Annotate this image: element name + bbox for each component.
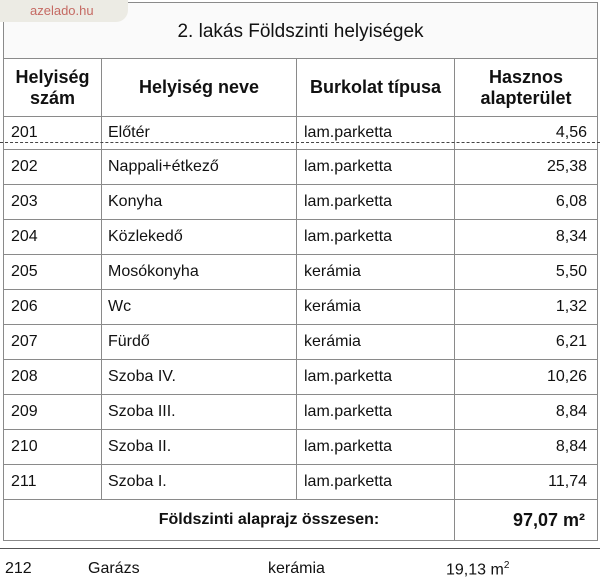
garage-area-value: 19,13 m <box>446 561 504 579</box>
table-row <box>4 360 598 395</box>
room-name-cell: Szoba IV. <box>102 360 297 395</box>
room-number-cell: 210 <box>4 430 102 465</box>
flooring-cell: lam.parketta <box>297 117 455 150</box>
table-row <box>4 290 598 325</box>
header-room-number-line1: Helyiség <box>15 66 90 87</box>
flooring-cell: lam.parketta <box>297 150 455 185</box>
header-usable-area-line2: alapterület <box>480 87 572 108</box>
area-cell: 5,50 <box>455 255 598 290</box>
area-cell: 25,38 <box>455 150 598 185</box>
area-cell: 8,34 <box>455 220 598 255</box>
flooring-cell: lam.parketta <box>297 185 455 220</box>
area-cell: 11,74 <box>455 465 598 500</box>
room-number-cell: 207 <box>4 325 102 360</box>
header-room-number <box>4 59 102 117</box>
room-name-cell: Előtér <box>102 117 297 150</box>
table-row <box>4 395 598 430</box>
area-cell: 4,56 <box>455 117 598 150</box>
table-row <box>4 465 598 500</box>
room-number-cell: 202 <box>4 150 102 185</box>
rooms-table-body <box>4 117 598 500</box>
flooring-cell: lam.parketta <box>297 465 455 500</box>
room-number-cell: 204 <box>4 220 102 255</box>
area-cell: 8,84 <box>455 395 598 430</box>
room-name-cell: Közlekedő <box>102 220 297 255</box>
room-number-cell: 203 <box>4 185 102 220</box>
room-name-cell: Mosókonyha <box>102 255 297 290</box>
table-row <box>4 220 598 255</box>
room-name-cell: Szoba II. <box>102 430 297 465</box>
garage-code: 212 <box>5 560 32 577</box>
room-name-cell: Szoba I. <box>102 465 297 500</box>
room-name-cell: Szoba III. <box>102 395 297 430</box>
room-number-cell: 206 <box>4 290 102 325</box>
rooms-table <box>3 2 598 541</box>
total-row <box>4 500 598 541</box>
flooring-cell: lam.parketta <box>297 360 455 395</box>
table-row <box>4 185 598 220</box>
room-number-cell: 208 <box>4 360 102 395</box>
flooring-cell: kerámia <box>297 255 455 290</box>
room-name-cell: Fürdő <box>102 325 297 360</box>
area-cell: 10,26 <box>455 360 598 395</box>
room-number-cell: 209 <box>4 395 102 430</box>
flooring-cell: kerámia <box>297 290 455 325</box>
watermark-logo: azelado.hu <box>0 0 128 22</box>
header-room-name: Helyiség neve <box>102 59 297 117</box>
room-number-cell: 211 <box>4 465 102 500</box>
table-row <box>4 430 598 465</box>
area-cell: 6,08 <box>455 185 598 220</box>
garage-name: Garázs <box>88 560 140 577</box>
header-room-number-line2: szám <box>29 87 76 108</box>
room-name-cell: Wc <box>102 290 297 325</box>
table-row <box>4 325 598 360</box>
room-name-cell: Konyha <box>102 185 297 220</box>
area-cell: 1,32 <box>455 290 598 325</box>
flooring-cell: lam.parketta <box>297 430 455 465</box>
room-name-cell: Nappali+étkező <box>102 150 297 185</box>
garage-area <box>446 560 509 579</box>
garage-row <box>0 548 600 582</box>
flooring-cell: lam.parketta <box>297 220 455 255</box>
total-value: 97,07 m² <box>455 500 598 541</box>
header-flooring-type: Burkolat típusa <box>297 59 455 117</box>
dashed-divider <box>0 142 600 143</box>
total-label: Földszinti alaprajz összesen: <box>4 500 455 541</box>
area-cell: 6,21 <box>455 325 598 360</box>
table-row <box>4 255 598 290</box>
area-cell: 8,84 <box>455 430 598 465</box>
garage-area-unit: 2 <box>503 560 510 571</box>
room-number-cell: 205 <box>4 255 102 290</box>
room-number-cell: 201 <box>4 117 102 150</box>
table-row <box>4 150 598 185</box>
table-row <box>4 117 598 150</box>
garage-flooring: kerámia <box>268 560 325 577</box>
flooring-cell: lam.parketta <box>297 395 455 430</box>
table-title: 2. lakás Földszinti helyiségek <box>4 3 598 59</box>
flooring-cell: kerámia <box>297 325 455 360</box>
header-usable-area-line1: Hasznos <box>488 66 564 87</box>
header-usable-area <box>455 59 598 117</box>
